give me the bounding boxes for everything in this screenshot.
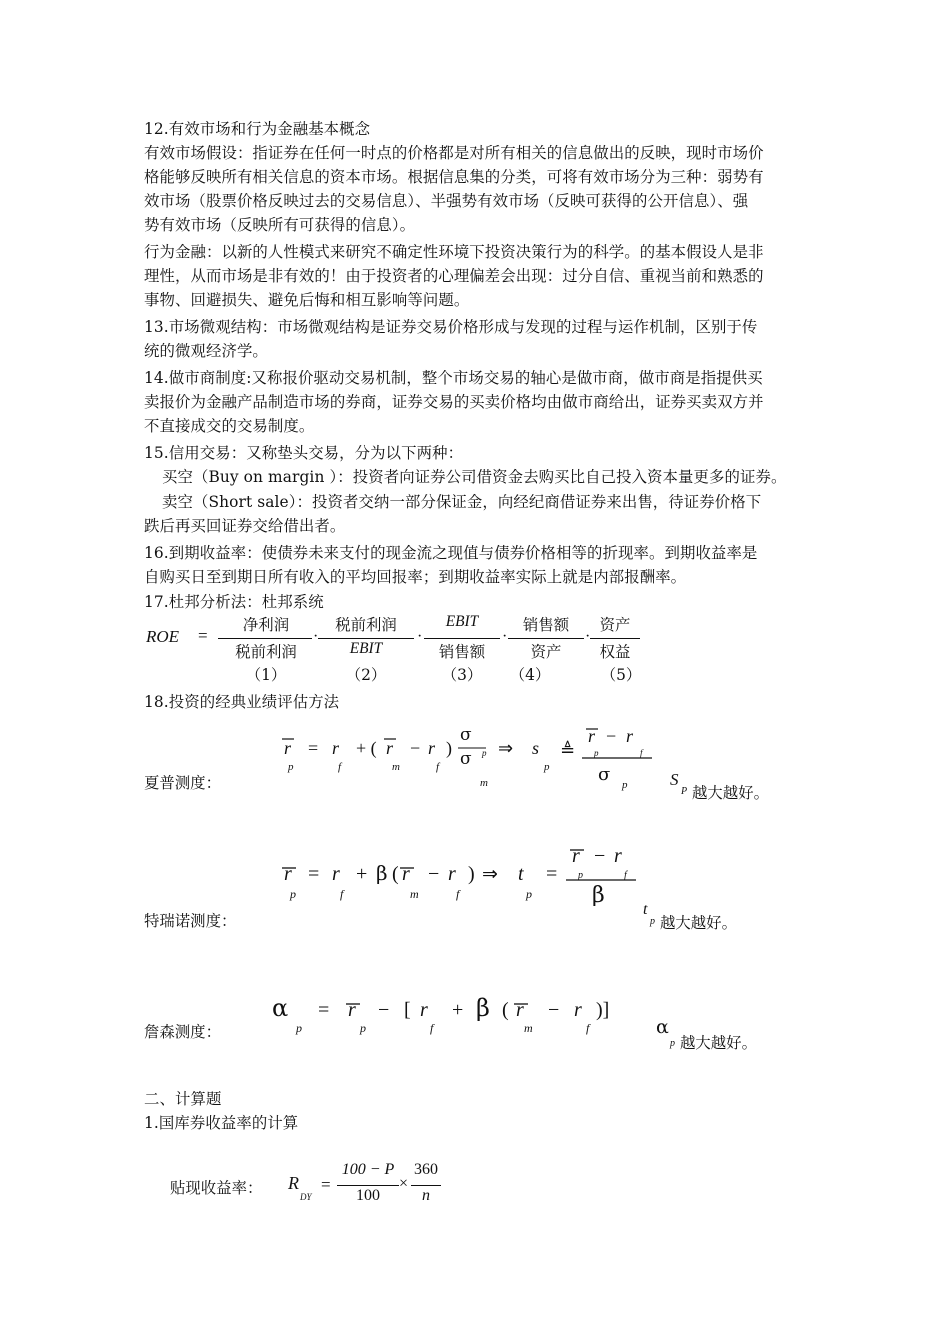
dot-operator: ·: [585, 628, 591, 645]
svg-text:−: −: [548, 999, 560, 1021]
paragraph-line: 统的微观经济学。: [144, 342, 268, 360]
svg-text:r: r: [626, 726, 634, 746]
svg-text:+ (: + (: [356, 738, 377, 758]
svg-text:σ: σ: [460, 725, 472, 745]
fraction-index: （4）: [509, 666, 551, 684]
paragraph-line: 自购买日至到期日所有收入的平均回报率；到期收益率实际上就是内部报酬率。: [144, 568, 687, 586]
fraction-numerator: 销售额: [522, 616, 570, 634]
fraction-denominator: 销售额: [438, 643, 486, 661]
roe-symbol: ROE: [146, 627, 180, 646]
svg-text:)]: )]: [596, 999, 610, 1021]
fraction-numerator: 资产: [599, 616, 631, 634]
fraction-numerator: 净利润: [242, 616, 290, 634]
fraction-denominator: 资产: [530, 643, 562, 661]
section-18-title: 18.投资的经典业绩评估方法: [144, 693, 340, 711]
svg-text:): ): [468, 863, 475, 885]
paragraph-line: 卖报价为金融产品制造市场的券商，证券交易的买卖价格均由做市商给出，证券买卖双方并: [144, 393, 764, 411]
svg-text:r: r: [386, 738, 394, 758]
svg-text:σ: σ: [460, 749, 472, 769]
svg-text:=: =: [308, 738, 319, 758]
svg-text:r: r: [332, 863, 340, 885]
fraction-numerator: 税前利润: [335, 616, 397, 634]
dot-operator: ·: [502, 628, 508, 645]
svg-text:r: r: [448, 863, 456, 885]
treynor-note: 越大越好。: [660, 914, 737, 932]
paragraph-line: 格能够反映所有相关信息的资本市场。根据信息集的分类，可将有效市场分为三种：弱势有: [144, 168, 764, 186]
svg-text:p: p: [482, 748, 487, 758]
equals-sign: =: [198, 626, 208, 645]
svg-text:r: r: [348, 999, 356, 1021]
svg-text:=: =: [318, 999, 330, 1021]
svg-text:σ: σ: [598, 764, 611, 785]
svg-text:−: −: [378, 999, 390, 1021]
svg-text:r: r: [284, 863, 292, 885]
svg-text:r: r: [516, 999, 524, 1021]
section-15-title: 15.信用交易：又称垫头交易，分为以下两种：: [144, 444, 464, 462]
jensen-symbol: α: [656, 1016, 669, 1038]
jensen-subscript: p: [670, 1038, 675, 1049]
svg-text:(: (: [392, 863, 399, 885]
svg-text:β: β: [476, 994, 490, 1022]
svg-text:r: r: [284, 738, 292, 758]
treynor-subscript: p: [650, 916, 655, 927]
svg-text:t: t: [518, 863, 524, 885]
svg-text:β: β: [592, 883, 605, 906]
svg-text:r: r: [420, 999, 428, 1021]
fraction-numerator: EBIT: [445, 613, 479, 630]
svg-text:p: p: [544, 761, 550, 773]
fraction-denominator: EBIT: [349, 640, 383, 657]
paragraph-line: 行为金融：以新的人性模式来研究不确定性环境下投资决策行为的科学。的基本假设人是非: [144, 243, 764, 261]
svg-text:m: m: [392, 761, 400, 773]
svg-text:m: m: [410, 887, 419, 901]
svg-text:f: f: [338, 761, 342, 773]
paragraph-line: 13.市场微观结构：市场微观结构是证券交易价格形成与发现的过程与运作机制，区别于传: [144, 318, 758, 336]
paragraph-line: 16.到期收益率：使债券未来支付的现金流之现值与债券价格相等的折现率。到期收益率是: [144, 544, 758, 562]
svg-text:≜: ≜: [560, 740, 576, 761]
svg-text:⇒: ⇒: [498, 738, 514, 759]
times-sign: ×: [399, 1175, 409, 1192]
svg-text:p: p: [288, 761, 294, 773]
fraction-numerator: 360: [414, 1161, 438, 1178]
fraction-numerator: 100 − P: [341, 1161, 395, 1178]
part2-item-1: 1.国库券收益率的计算: [144, 1114, 299, 1132]
rdy-symbol: R: [288, 1173, 299, 1193]
section-17-title: 17.杜邦分析法：杜邦系统: [144, 593, 324, 611]
fraction-bar: [218, 638, 312, 639]
svg-text:f: f: [436, 761, 440, 773]
svg-text:r: r: [572, 845, 580, 867]
svg-text:p: p: [622, 779, 628, 791]
paragraph-line: 有效市场假设：指证券在任何一时点的价格都是对所有相关的信息做出的反映，现时市场价: [144, 144, 764, 162]
svg-text:−: −: [410, 738, 421, 758]
equals-sign: =: [321, 1175, 331, 1194]
short-sale-line: 卖空（Short sale）：投资者交纳一部分保证金，向经纪商借证券来出售，待证券价格下: [162, 493, 762, 511]
paragraph-line: 不直接成交的交易制度。: [144, 417, 315, 435]
svg-text:): ): [446, 738, 452, 758]
part2-title: 二、计算题: [144, 1090, 222, 1108]
treynor-symbol: t: [643, 901, 648, 918]
svg-text:−: −: [428, 863, 440, 885]
svg-text:+: +: [452, 999, 464, 1021]
svg-text:r: r: [428, 738, 436, 758]
fraction-bar: [318, 638, 414, 639]
rdy-subscript: DY: [300, 1192, 312, 1202]
fraction-index: （2）: [345, 666, 387, 684]
svg-text:−: −: [594, 845, 606, 867]
svg-text:[: [: [404, 999, 411, 1021]
paragraph-line: 跌后再买回证券交给借出者。: [144, 517, 346, 535]
fraction-bar: [424, 638, 500, 639]
svg-text:p: p: [360, 1021, 366, 1035]
fraction-denominator: 税前利润: [235, 643, 297, 661]
buy-on-margin-line: 买空（Buy on margin ）：投资者向证券公司借资金去购买比自己投入资本量更多的证券。: [162, 468, 787, 486]
sharpe-formula: [276, 722, 666, 792]
svg-text:r: r: [574, 999, 582, 1021]
paragraph-line: 势有效市场（反映所有可获得的信息）。: [144, 216, 416, 234]
paragraph-line: 14.做市商制度:又称报价驱动交易机制，整个市场交易的轴心是做市商，做市商是指提供买: [144, 369, 763, 387]
discount-yield-label: 贴现收益率：: [170, 1179, 263, 1197]
svg-text:p: p: [296, 1021, 302, 1035]
jensen-note: 越大越好。: [680, 1034, 757, 1052]
fraction-index: （1）: [245, 666, 287, 684]
jensen-label: 詹森测度：: [144, 1023, 221, 1041]
svg-text:f: f: [640, 748, 643, 758]
dot-operator: ·: [313, 628, 319, 645]
fraction-index: （5）: [600, 666, 642, 684]
fraction-index: （3）: [441, 666, 483, 684]
fraction-bar: [411, 1185, 441, 1186]
svg-text:=: =: [546, 863, 558, 885]
svg-text:s: s: [532, 738, 540, 758]
svg-text:f: f: [586, 1021, 590, 1035]
svg-text:f: f: [340, 887, 344, 901]
dot-operator: ·: [417, 628, 423, 645]
svg-text:−: −: [606, 726, 617, 746]
paragraph-line: 效市场（股票价格反映过去的交易信息）、半强势有效市场（反映可获得的公开信息）、强: [144, 192, 749, 210]
sharpe-subscript: P: [681, 786, 688, 797]
svg-text:p: p: [290, 887, 296, 901]
svg-text:f: f: [624, 870, 627, 881]
sharpe-label: 夏普测度：: [144, 774, 221, 792]
fraction-denominator: 权益: [599, 643, 631, 661]
paragraph-line: 事物、回避损失、避免后悔和相互影响等问题。: [144, 291, 470, 309]
svg-text:f: f: [430, 1021, 434, 1035]
fraction-bar: [337, 1185, 399, 1186]
svg-text:p: p: [526, 887, 532, 901]
fraction-bar: [590, 638, 640, 639]
treynor-formula: [276, 842, 656, 906]
section-12-title: 12.有效市场和行为金融基本概念: [144, 120, 371, 138]
fraction-denominator: 100: [356, 1187, 380, 1204]
paragraph-line: 理性，从而市场是非有效的！由于投资者的心理偏差会出现：过分自信、重视当前和熟悉的: [144, 267, 764, 285]
svg-text:⇒: ⇒: [482, 863, 498, 885]
svg-text:r: r: [614, 845, 622, 867]
svg-text:p: p: [594, 748, 599, 758]
svg-text:β: β: [376, 861, 388, 885]
fraction-denominator: n: [422, 1187, 430, 1204]
jensen-formula: [266, 990, 636, 1040]
svg-text:m: m: [480, 777, 488, 789]
svg-text:(: (: [502, 999, 509, 1021]
svg-text:r: r: [332, 738, 340, 758]
svg-text:p: p: [578, 870, 583, 881]
sharpe-symbol: S: [670, 770, 679, 789]
treynor-label: 特瑞诺测度：: [144, 912, 237, 930]
svg-text:+: +: [356, 863, 368, 885]
svg-text:=: =: [308, 863, 320, 885]
svg-text:m: m: [524, 1021, 533, 1035]
svg-text:α: α: [272, 994, 289, 1022]
sharpe-note: 越大越好。: [692, 784, 769, 802]
svg-text:f: f: [456, 887, 460, 901]
svg-text:r: r: [588, 726, 596, 746]
svg-text:r: r: [402, 863, 410, 885]
fraction-bar: [508, 638, 584, 639]
